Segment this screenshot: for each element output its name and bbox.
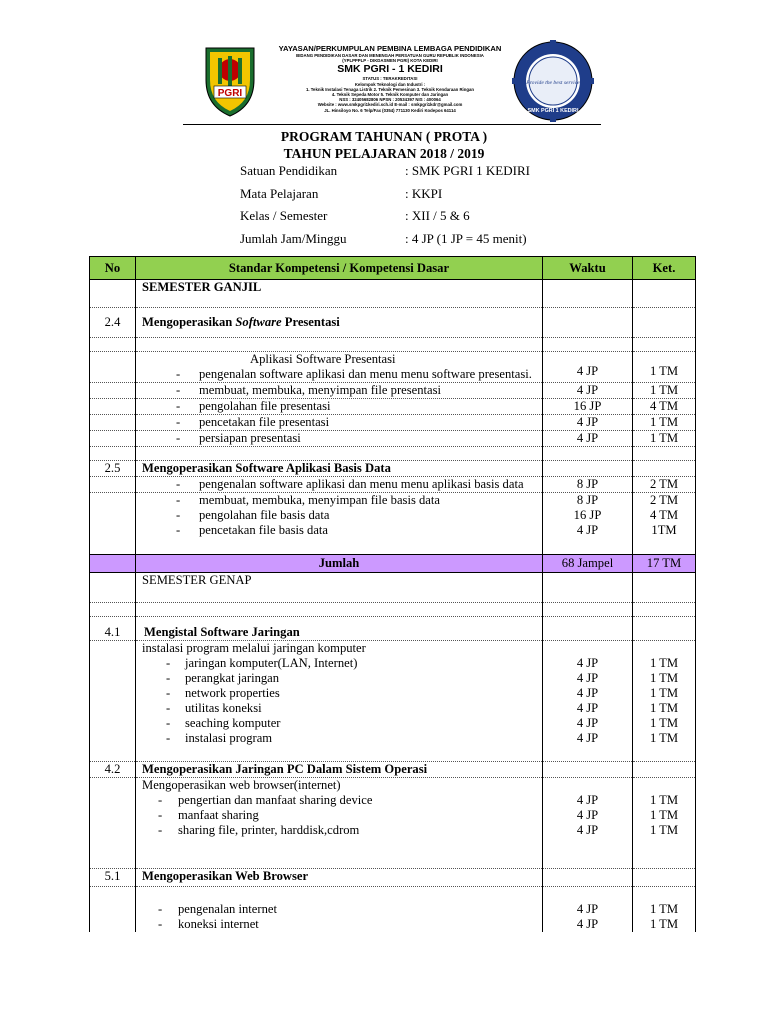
table-row xyxy=(90,917,696,932)
waktu-cell: 4 JP xyxy=(543,902,633,917)
table-row xyxy=(90,308,696,338)
info-label: Mata Pelajaran xyxy=(240,186,319,201)
letterhead-line: (YPLPPPLP - DIKDASMEN PGRI) KOTA KEDIRI xyxy=(342,58,438,64)
list-item: - pencetakan file basis data xyxy=(176,523,329,537)
kd-subtitle: Mengoperasikan web browser(internet) xyxy=(136,778,543,794)
table-row xyxy=(90,762,696,778)
waktu-cell: 4 JP xyxy=(543,431,633,447)
table-row xyxy=(90,447,696,461)
waktu-cell: 16 JP xyxy=(543,399,633,415)
kd-subtitle: instalasi program melalui jaringan komputer xyxy=(136,640,543,656)
letterhead-line: NSS : 32405682806 NPSN : 20534397 NIS : 400064 xyxy=(339,97,441,103)
kd-number: 2.4 xyxy=(90,308,136,338)
info-value: : XII / 5 & 6 xyxy=(405,208,470,223)
info-value: : SMK PGRI 1 KEDIRI xyxy=(405,163,530,178)
semester-genap-label: SEMESTER GENAP xyxy=(136,572,543,602)
table-row xyxy=(90,602,696,616)
table-row xyxy=(90,808,696,823)
waktu-cell: 4 JP xyxy=(543,917,633,932)
table-row xyxy=(90,731,696,746)
table-row xyxy=(90,538,696,554)
info-label: Kelas / Semester xyxy=(240,208,328,223)
ket-cell: 1 TM xyxy=(633,716,696,731)
waktu-cell: 4 JP xyxy=(543,731,633,746)
table-row xyxy=(90,656,696,671)
list-item: - pengenalan software aplikasi dan menu menu software presentasi. xyxy=(176,367,532,381)
table-row xyxy=(90,716,696,731)
info-label: Satuan Pendidikan xyxy=(240,163,338,178)
list-item: - network properties xyxy=(166,685,280,700)
waktu-cell: 4 JP xyxy=(543,701,633,716)
list-item: - perangkat jaringan xyxy=(166,670,280,685)
kd-title: Mengoperasikan Software Aplikasi Basis Data xyxy=(136,461,543,477)
prota-table xyxy=(89,256,696,932)
document-title: PROGRAM TAHUNAN ( PROTA ) xyxy=(280,129,488,144)
letterhead-line: STATUS : TERAKREDITASI xyxy=(362,76,418,82)
list-item: - pencetakan file presentasi xyxy=(176,415,330,429)
kd-subtitle: Aplikasi Software Presentasi xyxy=(250,352,396,366)
letterhead-line: BIDANG PENDIDIKAN DASAR DAN MENENGAH PERSATUAN GURU REPUBLIK INDONESIA xyxy=(296,53,484,58)
kd-title: Mengoperasikan Software Presentasi xyxy=(136,308,543,338)
table-row xyxy=(90,477,696,493)
table-row xyxy=(90,383,696,399)
list-item: - membuat, membuka, menyimpan file basis data xyxy=(176,493,440,507)
list-item: - membuat, membuka, menyimpan file presentasi xyxy=(176,383,442,397)
list-item: - utilitas koneksi xyxy=(166,700,262,715)
pgri-logo xyxy=(196,40,264,118)
jumlah-label: Jumlah xyxy=(136,554,543,572)
kd-content xyxy=(136,352,543,383)
waktu-cell: 16 JP xyxy=(543,508,633,523)
list-item: - instalasi program xyxy=(166,730,273,745)
table-row xyxy=(90,868,696,886)
table-row xyxy=(90,838,696,868)
jumlah-row xyxy=(90,554,696,572)
ket-cell: 4 TM xyxy=(633,508,696,523)
letterhead-text xyxy=(262,44,518,113)
table-row xyxy=(90,415,696,431)
letterhead-school: SMK PGRI - 1 KEDIRI xyxy=(337,63,443,76)
table-row xyxy=(90,686,696,701)
pgri-logo-text: PGRI xyxy=(217,88,243,99)
waktu-cell: 4 JP xyxy=(543,823,633,838)
table-row xyxy=(90,431,696,447)
waktu-cell: 4 JP xyxy=(543,415,633,431)
list-item: - seaching komputer xyxy=(166,715,281,730)
ket-cell: 1 TM xyxy=(633,701,696,716)
waktu-cell: 4 JP xyxy=(543,793,633,808)
header-no: No xyxy=(90,257,136,280)
list-item: - pengenalan software aplikasi dan menu menu aplikasi basis data xyxy=(176,477,524,491)
ket-cell: 1 TM xyxy=(633,415,696,431)
ket-cell: 1 TM xyxy=(633,823,696,838)
semester-ganjil-label: SEMESTER GANJIL xyxy=(136,280,543,308)
ket-cell: 1 TM xyxy=(633,352,696,383)
table-row xyxy=(90,338,696,352)
list-item: - koneksi internet xyxy=(158,917,259,931)
kd-title: Mengoperasikan Web Browser xyxy=(136,868,543,886)
header-waktu: Waktu xyxy=(543,257,633,280)
letterhead-org: YAYASAN/PERKUMPULAN PEMBINA LEMBAGA PENDIDIKAN xyxy=(278,44,502,53)
list-item: - pengolahan file presentasi xyxy=(176,399,331,413)
table-row xyxy=(90,352,696,383)
waktu-cell: 4 JP xyxy=(543,656,633,671)
table-row xyxy=(90,461,696,477)
document-subtitle: TAHUN PELAJARAN 2018 / 2019 xyxy=(283,146,485,161)
table-row xyxy=(90,746,696,762)
ket-cell: 1 TM xyxy=(633,431,696,447)
info-label: Jumlah Jam/Minggu xyxy=(240,231,347,246)
list-item: - jaringan komputer(LAN, Internet) xyxy=(166,655,358,670)
ket-cell: 1 TM xyxy=(633,656,696,671)
waktu-cell: 8 JP xyxy=(543,477,633,493)
ket-cell: 1 TM xyxy=(633,671,696,686)
table-row xyxy=(90,399,696,415)
table-row xyxy=(90,640,696,656)
ket-cell: 2 TM xyxy=(633,493,696,509)
seal-motto: Provide the best service xyxy=(526,80,580,86)
list-item: - pengenalan internet xyxy=(158,902,277,916)
table-row xyxy=(90,523,696,538)
school-seal-logo xyxy=(512,40,594,122)
kd-number: 5.1 xyxy=(90,868,136,886)
letterhead-line: 1. Teknik Instalasi Tenaga Listrik 2. Teknik Pemesinan 3. Teknik Kendaraan Ringan xyxy=(305,86,475,92)
waktu-cell: 8 JP xyxy=(543,493,633,509)
letterhead-line: 4. Teknik Sepeda Motor 5. Teknik Komputer dan Jaringan xyxy=(331,92,449,98)
ket-cell: 1 TM xyxy=(633,902,696,917)
waktu-cell: 4 JP xyxy=(543,671,633,686)
info-value: : 4 JP (1 JP = 45 menit) xyxy=(405,231,527,246)
header-ket: Ket. xyxy=(633,257,696,280)
table-row xyxy=(90,671,696,686)
ket-cell: 1TM xyxy=(633,523,696,538)
table-row xyxy=(90,778,696,794)
letterhead-line: Website : www.smkpgri1kediri.sch.id E-mail : smkpgri1kdr@gmail.com xyxy=(317,102,463,108)
table-header-row xyxy=(90,257,696,280)
table-row xyxy=(90,793,696,808)
ket-cell: 1 TM xyxy=(633,686,696,701)
ket-cell: 4 TM xyxy=(633,399,696,415)
table-row xyxy=(90,508,696,523)
waktu-cell: 4 JP xyxy=(543,383,633,399)
waktu-cell: 4 JP xyxy=(543,352,633,383)
ket-cell: 1 TM xyxy=(633,731,696,746)
list-item: - sharing file, printer, harddisk,cdrom xyxy=(158,823,360,837)
kd-title: Mengoperasikan Jaringan PC Dalam Sistem Operasi xyxy=(136,762,543,778)
info-value: : KKPI xyxy=(405,186,443,201)
kd-number: 4.1 xyxy=(90,616,136,640)
kd-title: Mengistal Software Jaringan xyxy=(136,616,543,640)
letterhead-line: JL. Hinsiloyo No. 6 Telp/Fax (0354) 771130 Kediri Kodepos 64114 xyxy=(324,107,456,113)
list-item: - pengolahan file basis data xyxy=(176,508,330,522)
list-item: - manfaat sharing xyxy=(158,808,259,822)
table-row xyxy=(90,902,696,917)
seal-ring-text: SMK PGRI 1 KEDIRI xyxy=(527,108,579,114)
table-row xyxy=(90,823,696,838)
ket-cell: 1 TM xyxy=(633,917,696,932)
waktu-cell: 4 JP xyxy=(543,716,633,731)
jumlah-waktu: 68 Jampel xyxy=(543,554,633,572)
table-row xyxy=(90,493,696,509)
jumlah-ket: 17 TM xyxy=(633,554,696,572)
list-item: - pengertian dan manfaat sharing device xyxy=(158,793,373,807)
table-row xyxy=(90,616,696,640)
table-row xyxy=(90,280,696,308)
table-row xyxy=(90,701,696,716)
waktu-cell: 4 JP xyxy=(543,523,633,538)
table-row xyxy=(90,886,696,902)
kd-number: 4.2 xyxy=(90,762,136,778)
list-item: - persiapan presentasi xyxy=(176,431,301,445)
ket-cell: 1 TM xyxy=(633,383,696,399)
ket-cell: 1 TM xyxy=(633,793,696,808)
waktu-cell: 4 JP xyxy=(543,808,633,823)
letterhead-line: Kelompok Teknologi dan Industri : xyxy=(354,81,426,87)
waktu-cell: 4 JP xyxy=(543,686,633,701)
ket-cell: 2 TM xyxy=(633,477,696,493)
table-row xyxy=(90,572,696,602)
header-sk: Standar Kompetensi / Kompetensi Dasar xyxy=(136,257,543,280)
ket-cell: 1 TM xyxy=(633,808,696,823)
kd-number: 2.5 xyxy=(90,461,136,477)
letterhead-rule xyxy=(183,124,601,125)
